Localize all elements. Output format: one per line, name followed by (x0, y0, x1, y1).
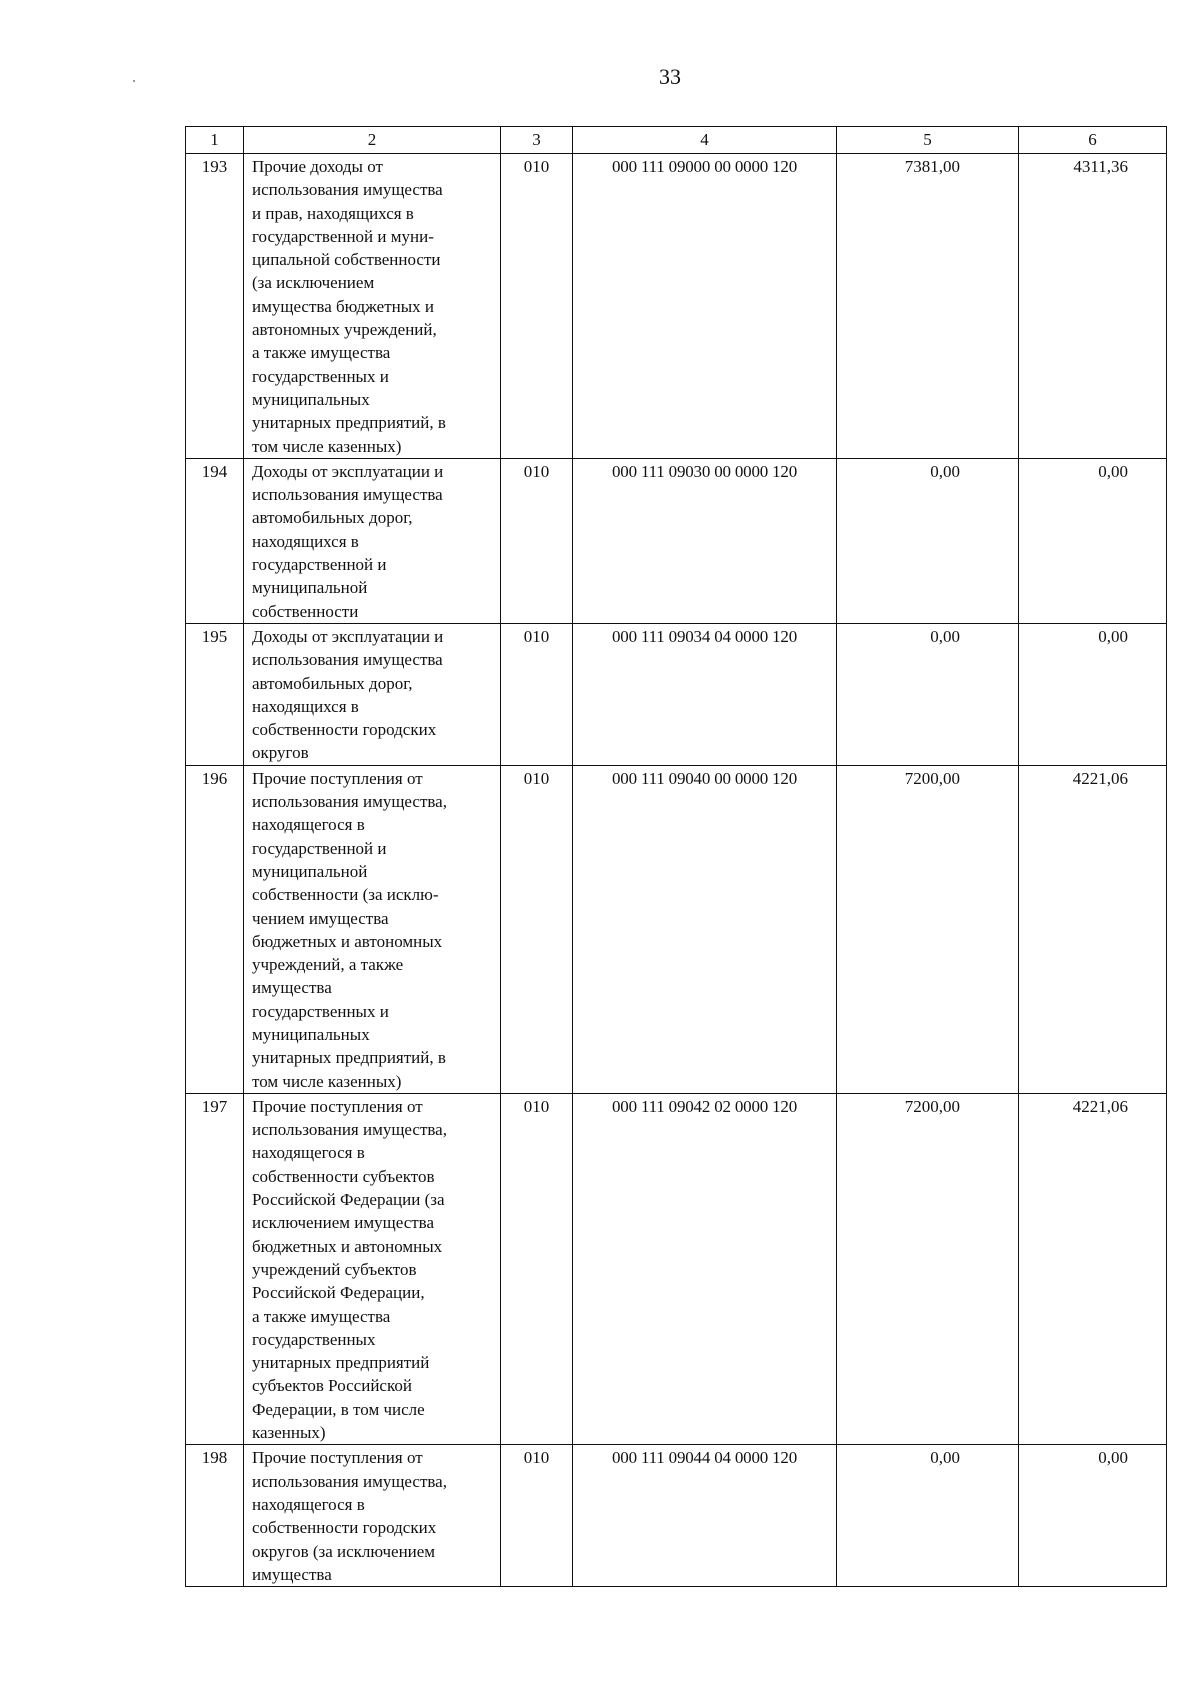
scan-speck (133, 80, 135, 82)
table-row (186, 1093, 1167, 1444)
column-6-value-cell: 0,00 (1019, 458, 1167, 623)
revenue-name-line: использования имущества (252, 650, 443, 670)
revenue-name-line: находящихся в (252, 696, 359, 716)
revenue-name-line: Прочие доходы от (252, 157, 383, 176)
revenue-name-cell (244, 1093, 501, 1444)
revenue-name-cell (244, 765, 501, 1093)
revenue-name-line: Прочие поступления от (252, 1448, 423, 1468)
budget-code-cell: 000 111 09030 00 0000 120 (573, 458, 837, 623)
revenue-name-line: автомобильных дорог, (252, 673, 413, 693)
table-row (186, 1445, 1167, 1587)
column-header: 6 (1019, 127, 1167, 154)
revenue-name-line: Федерации, в том числе (252, 1399, 425, 1419)
revenue-name-line: собственности (за исклю- (252, 885, 439, 905)
row-number-cell: 194 (186, 458, 244, 623)
revenue-name-line: бюджетных и автономных (252, 1236, 443, 1256)
revenue-name-cell (244, 623, 501, 765)
table-row (186, 623, 1167, 765)
row-number-cell: 196 (186, 765, 244, 1093)
revenue-name-line: автомобильных дорог, (252, 508, 413, 528)
revenue-name-line: муниципальных (252, 389, 370, 409)
column-6-value-cell: 4221,06 (1019, 765, 1167, 1093)
revenue-name-line: использования имущества, (252, 1120, 447, 1140)
table-row (186, 765, 1167, 1093)
revenue-name-line: Российской Федерации (за (252, 1190, 445, 1210)
column-header: 2 (244, 127, 501, 154)
revenue-name-line: унитарных предприятий (252, 1353, 430, 1373)
revenue-name-line: использования имущества, (252, 792, 447, 812)
revenue-name-line: муниципальных (252, 1024, 370, 1044)
revenue-name-line: государственной и муни- (252, 226, 434, 246)
line-code-cell: 010 (501, 1093, 573, 1444)
line-code-cell: 010 (501, 623, 573, 765)
revenue-name-line: ципальной собственности (252, 250, 441, 270)
line-code-cell: 010 (501, 1445, 573, 1587)
revenue-name-line: находящегося в (252, 1143, 365, 1163)
table-header-row (186, 127, 1167, 154)
revenue-name-line: собственности (252, 601, 359, 621)
revenue-name-cell (244, 458, 501, 623)
row-number-cell: 198 (186, 1445, 244, 1587)
revenue-name-line: унитарных предприятий, в (252, 1048, 446, 1068)
column-6-value-cell: 0,00 (1019, 1445, 1167, 1587)
revenue-name-line: находящегося в (252, 815, 365, 835)
revenue-name-line: собственности городских (252, 720, 437, 740)
column-5-value-cell: 7200,00 (837, 1093, 1019, 1444)
revenue-name-line: том числе казенных) (252, 436, 402, 456)
line-code-cell: 010 (501, 154, 573, 459)
page-number: 33 (659, 64, 681, 89)
budget-code-cell: 000 111 09042 02 0000 120 (573, 1093, 837, 1444)
revenue-name-line: автономных учреждений, (252, 320, 437, 340)
revenue-name-line: унитарных предприятий, в (252, 413, 446, 433)
line-code-cell: 010 (501, 765, 573, 1093)
revenue-name-line: государственных и (252, 366, 389, 386)
budget-code-cell: 000 111 09034 04 0000 120 (573, 623, 837, 765)
revenue-name-line: бюджетных и автономных (252, 931, 443, 951)
revenue-name-line: учреждений субъектов (252, 1259, 417, 1279)
column-header: 1 (186, 127, 244, 154)
table-row (186, 154, 1167, 459)
revenue-name-line: Прочие поступления от (252, 1096, 423, 1116)
revenue-name-line: округов (252, 743, 309, 763)
revenue-name-line: использования имущества (252, 180, 443, 200)
revenue-name-line: казенных) (252, 1423, 326, 1443)
revenue-name-line: имущества бюджетных и (252, 296, 434, 316)
revenue-name-line: находящихся в (252, 531, 359, 551)
table-row (186, 458, 1167, 623)
row-number-cell: 197 (186, 1093, 244, 1444)
revenue-name-line: а также имущества (252, 1306, 391, 1326)
revenue-name-line: учреждений, а также (252, 955, 404, 975)
revenue-name-line: государственной и (252, 838, 387, 858)
revenue-name-line: Прочие поступления от (252, 768, 423, 788)
revenue-name-line: государственных и (252, 1001, 389, 1021)
column-header: 5 (837, 127, 1019, 154)
column-6-value-cell: 4311,36 (1019, 154, 1167, 459)
revenue-table (185, 126, 1167, 1587)
column-5-value-cell: 7200,00 (837, 765, 1019, 1093)
revenue-name-line: (за исключением (252, 273, 375, 293)
revenue-name-cell (244, 154, 501, 459)
revenue-name-line: и прав, находящихся в (252, 203, 414, 223)
revenue-name-line: собственности городских (252, 1518, 437, 1538)
revenue-name-line: собственности субъектов (252, 1166, 435, 1186)
revenue-name-line: а также имущества (252, 343, 391, 363)
row-number-cell: 195 (186, 623, 244, 765)
row-number-cell: 193 (186, 154, 244, 459)
column-5-value-cell: 0,00 (837, 1445, 1019, 1587)
revenue-name-line: субъектов Российской (252, 1376, 412, 1396)
column-5-value-cell: 0,00 (837, 623, 1019, 765)
column-6-value-cell: 4221,06 (1019, 1093, 1167, 1444)
revenue-name-line: том числе казенных) (252, 1071, 402, 1091)
revenue-name-line: использования имущества, (252, 1471, 447, 1491)
revenue-name-line: чением имущества (252, 908, 389, 928)
revenue-name-line: округов (за исключением (252, 1541, 436, 1561)
revenue-name-line: муниципальной (252, 578, 368, 598)
revenue-name-line: находящегося в (252, 1494, 365, 1514)
revenue-name-line: муниципальной (252, 861, 368, 881)
column-header: 4 (573, 127, 837, 154)
column-5-value-cell: 0,00 (837, 458, 1019, 623)
revenue-name-line: государственной и (252, 555, 387, 575)
revenue-name-line: имущества (252, 1564, 332, 1584)
revenue-name-line: Доходы от эксплуатации и (252, 626, 444, 646)
column-header: 3 (501, 127, 573, 154)
revenue-name-line: Доходы от эксплуатации и (252, 461, 444, 481)
column-6-value-cell: 0,00 (1019, 623, 1167, 765)
budget-code-cell: 000 111 09040 00 0000 120 (573, 765, 837, 1093)
revenue-name-cell (244, 1445, 501, 1587)
revenue-name-line: исключением имущества (252, 1213, 435, 1233)
column-5-value-cell: 7381,00 (837, 154, 1019, 459)
budget-code-cell: 000 111 09000 00 0000 120 (573, 154, 837, 459)
revenue-name-line: имущества (252, 978, 332, 998)
revenue-name-line: Российской Федерации, (252, 1283, 425, 1303)
budget-code-cell: 000 111 09044 04 0000 120 (573, 1445, 837, 1587)
line-code-cell: 010 (501, 458, 573, 623)
revenue-name-line: государственных (252, 1329, 376, 1349)
revenue-name-line: использования имущества (252, 485, 443, 505)
